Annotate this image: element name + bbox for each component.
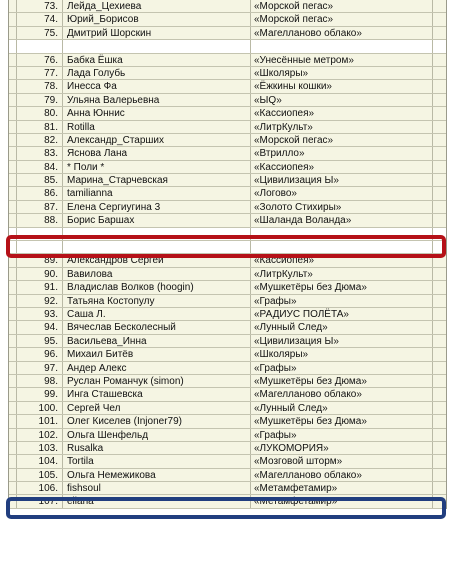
row-edge-cell — [9, 415, 17, 427]
team-name: «Лунный След» — [251, 402, 433, 414]
row-tail-cell — [433, 147, 446, 159]
team-name: «Магелланово облако» — [251, 27, 433, 39]
row-number — [17, 40, 63, 52]
table-row — [9, 174, 446, 187]
row-edge-cell — [9, 268, 17, 280]
team-name: «Магелланово облако» — [251, 469, 433, 481]
team-name: «Морской пегас» — [251, 134, 433, 146]
table-row — [9, 107, 446, 120]
row-edge-cell — [9, 161, 17, 173]
team-name: «Мушкетёры без Дюма» — [251, 375, 433, 387]
team-name: «ЛУКОМОРИЯ» — [251, 442, 433, 454]
row-tail-cell — [433, 54, 446, 66]
team-name: «Мозговой шторм» — [251, 455, 433, 467]
row-edge-cell — [9, 54, 17, 66]
row-number: 91. — [17, 281, 63, 293]
table-row — [9, 388, 446, 401]
team-name: «Графы» — [251, 429, 433, 441]
participant-name: Михаил Битёв — [63, 348, 251, 360]
row-edge-cell — [9, 482, 17, 494]
row-tail-cell — [433, 429, 446, 441]
team-name: «Цивилизация Ы» — [251, 174, 433, 186]
row-edge-cell — [9, 134, 17, 146]
row-edge-cell — [9, 174, 17, 186]
participant-name: Руслан Романчук (simon) — [63, 375, 251, 387]
table-row — [9, 54, 446, 67]
row-number: 83. — [17, 147, 63, 159]
row-tail-cell — [433, 107, 446, 119]
team-name: «Метамфетамир» — [251, 495, 433, 507]
row-number: 93. — [17, 308, 63, 320]
team-name: «Метамфетамир» — [251, 482, 433, 494]
row-edge-cell — [9, 442, 17, 454]
row-number: 95. — [17, 335, 63, 347]
table-row — [9, 429, 446, 442]
team-name: «Лунный След» — [251, 321, 433, 333]
row-tail-cell — [433, 268, 446, 280]
row-number: 100. — [17, 402, 63, 414]
participant-name: Борис Баршах — [63, 214, 251, 226]
table-row — [9, 13, 446, 26]
row-edge-cell — [9, 80, 17, 92]
row-edge-cell — [9, 121, 17, 133]
participant-name: ellana — [63, 495, 251, 507]
team-name: «Логово» — [251, 187, 433, 199]
row-number: 73. — [17, 0, 63, 12]
participant-name: Андер Алекс — [63, 362, 251, 374]
row-edge-cell — [9, 308, 17, 320]
row-edge-cell — [9, 295, 17, 307]
row-number: 105. — [17, 469, 63, 481]
row-tail-cell — [433, 0, 446, 12]
row-tail-cell — [433, 308, 446, 320]
table-row — [9, 415, 446, 428]
table-row — [9, 27, 446, 40]
table-row — [9, 201, 446, 214]
row-tail-cell — [433, 455, 446, 467]
row-number: 74. — [17, 13, 63, 25]
table-row — [9, 134, 446, 147]
team-name: «Унесённые метром» — [251, 54, 433, 66]
row-tail-cell — [433, 161, 446, 173]
participant-name: Ольга Немежикова — [63, 469, 251, 481]
participant-name: Александр_Старших — [63, 134, 251, 146]
row-number: 88. — [17, 214, 63, 226]
table-row — [9, 442, 446, 455]
row-tail-cell — [433, 94, 446, 106]
table-row — [9, 402, 446, 415]
table-row — [9, 80, 446, 93]
team-name — [251, 40, 433, 52]
row-number: 78. — [17, 80, 63, 92]
row-tail-cell — [433, 134, 446, 146]
team-name: «ЛитрКульт» — [251, 121, 433, 133]
table-row — [9, 0, 446, 13]
row-edge-cell — [9, 388, 17, 400]
team-name: «Кассиопея» — [251, 254, 433, 266]
row-edge-cell — [9, 455, 17, 467]
red-highlight-box — [6, 235, 446, 258]
team-name: «Морской пегас» — [251, 0, 433, 12]
row-edge-cell — [9, 362, 17, 374]
row-number: 107. — [17, 495, 63, 507]
row-number: 98. — [17, 375, 63, 387]
row-edge-cell — [9, 348, 17, 360]
team-name: «РАДИУС ПОЛЁТА» — [251, 308, 433, 320]
row-tail-cell — [433, 40, 446, 52]
team-name: «Кассиопея» — [251, 161, 433, 173]
table-row — [9, 362, 446, 375]
row-edge-cell — [9, 0, 17, 12]
row-edge-cell — [9, 67, 17, 79]
table-row — [9, 214, 446, 227]
participant-name: Юрий_Борисов — [63, 13, 251, 25]
row-tail-cell — [433, 442, 446, 454]
row-number: 101. — [17, 415, 63, 427]
row-number: 92. — [17, 295, 63, 307]
table-row — [9, 335, 446, 348]
row-edge-cell — [9, 281, 17, 293]
team-name: «Мушкетёры без Дюма» — [251, 281, 433, 293]
team-name: «Втрилло» — [251, 147, 433, 159]
row-edge-cell — [9, 214, 17, 226]
row-tail-cell — [433, 214, 446, 226]
participant-name: Ульяна Валерьевна — [63, 94, 251, 106]
participant-name: Марина_Старчевская — [63, 174, 251, 186]
row-tail-cell — [433, 348, 446, 360]
participant-name: Яснова Лана — [63, 147, 251, 159]
row-tail-cell — [433, 187, 446, 199]
participant-name: Олег Киселев (Injoner79) — [63, 415, 251, 427]
row-tail-cell — [433, 27, 446, 39]
row-tail-cell — [433, 362, 446, 374]
participant-name: Анна Юннис — [63, 107, 251, 119]
table-row — [9, 94, 446, 107]
row-tail-cell — [433, 80, 446, 92]
row-tail-cell — [433, 335, 446, 347]
table-row — [9, 455, 446, 468]
team-name: «Мушкетёры без Дюма» — [251, 415, 433, 427]
row-number: 104. — [17, 455, 63, 467]
team-name: «Кассиопея» — [251, 107, 433, 119]
row-number: 79. — [17, 94, 63, 106]
table-row — [9, 161, 446, 174]
blue-highlight-box — [6, 497, 446, 519]
row-tail-cell — [433, 121, 446, 133]
row-edge-cell — [9, 201, 17, 213]
team-name: «Магелланово облако» — [251, 388, 433, 400]
table-row — [9, 375, 446, 388]
row-edge-cell — [9, 321, 17, 333]
participant-name: Вячеслав Бесколесный — [63, 321, 251, 333]
table-row — [9, 67, 446, 80]
participant-name: Лейда_Цехиева — [63, 0, 251, 12]
table-row — [9, 482, 446, 495]
row-number: 84. — [17, 161, 63, 173]
row-tail-cell — [433, 13, 446, 25]
table-row — [9, 147, 446, 160]
row-tail-cell — [433, 174, 446, 186]
row-number: 82. — [17, 134, 63, 146]
row-edge-cell — [9, 402, 17, 414]
row-number: 77. — [17, 67, 63, 79]
team-name: «ЛитрКульт» — [251, 268, 433, 280]
participant-name: Ольга Шенфельд — [63, 429, 251, 441]
row-tail-cell — [433, 469, 446, 481]
participant-name: Татьяна Костопулу — [63, 295, 251, 307]
row-tail-cell — [433, 281, 446, 293]
row-number: 81. — [17, 121, 63, 133]
row-tail-cell — [433, 295, 446, 307]
row-number: 106. — [17, 482, 63, 494]
participant-name: Саша Л. — [63, 308, 251, 320]
row-number: 75. — [17, 27, 63, 39]
row-tail-cell — [433, 67, 446, 79]
participant-name: Rotilla — [63, 121, 251, 133]
participant-name: Александров Сергей — [63, 254, 251, 266]
row-number: 80. — [17, 107, 63, 119]
row-tail-cell — [433, 201, 446, 213]
participant-name: Вавилова — [63, 268, 251, 280]
participant-name: Сергей Чел — [63, 402, 251, 414]
table-row — [9, 121, 446, 134]
row-edge-cell — [9, 469, 17, 481]
team-name: «Графы» — [251, 362, 433, 374]
row-number: 76. — [17, 54, 63, 66]
team-name: «Шаланда Воланда» — [251, 214, 433, 226]
team-name: «Золото Стихиры» — [251, 201, 433, 213]
row-tail-cell — [433, 375, 446, 387]
row-number: 102. — [17, 429, 63, 441]
table-row — [9, 348, 446, 361]
participant-name: Дмитрий Шорскин — [63, 27, 251, 39]
row-edge-cell — [9, 147, 17, 159]
table-row — [9, 268, 446, 281]
row-edge-cell — [9, 429, 17, 441]
row-edge-cell — [9, 375, 17, 387]
row-edge-cell — [9, 13, 17, 25]
row-edge-cell — [9, 27, 17, 39]
table-row — [9, 187, 446, 200]
row-tail-cell — [433, 415, 446, 427]
row-tail-cell — [433, 321, 446, 333]
row-number: 99. — [17, 388, 63, 400]
table-row — [9, 469, 446, 482]
row-edge-cell — [9, 335, 17, 347]
team-name: «Цивилизация Ы» — [251, 335, 433, 347]
participant-name: fishsoul — [63, 482, 251, 494]
row-number: 90. — [17, 268, 63, 280]
participant-name: Инга Сташевска — [63, 388, 251, 400]
participant-name: Владислав Волков (hoogin) — [63, 281, 251, 293]
row-tail-cell — [433, 482, 446, 494]
row-edge-cell — [9, 40, 17, 52]
row-tail-cell — [433, 402, 446, 414]
row-edge-cell — [9, 187, 17, 199]
row-edge-cell — [9, 107, 17, 119]
team-name: «Морской пегас» — [251, 13, 433, 25]
row-number: 103. — [17, 442, 63, 454]
participant-name: Васильева_Инна — [63, 335, 251, 347]
participant-name: Елена Сергиугина 3 — [63, 201, 251, 213]
row-number: 89. — [17, 254, 63, 266]
row-number: 94. — [17, 321, 63, 333]
team-name: «Графы» — [251, 295, 433, 307]
spacer-row — [9, 40, 446, 53]
row-number: 85. — [17, 174, 63, 186]
team-name: «Школяры» — [251, 67, 433, 79]
row-tail-cell — [433, 388, 446, 400]
team-name: «Ёжкины кошки» — [251, 80, 433, 92]
participant-name: Инесса Фа — [63, 80, 251, 92]
row-number: 87. — [17, 201, 63, 213]
table-row — [9, 295, 446, 308]
row-number: 96. — [17, 348, 63, 360]
participant-name — [63, 40, 251, 52]
participant-name: tamilianna — [63, 187, 251, 199]
participant-name: Tortila — [63, 455, 251, 467]
row-edge-cell — [9, 94, 17, 106]
row-number: 86. — [17, 187, 63, 199]
team-name: «Школяры» — [251, 348, 433, 360]
participant-name: * Поли * — [63, 161, 251, 173]
participant-name: Лада Голубь — [63, 67, 251, 79]
participant-name: Бабка Ёшка — [63, 54, 251, 66]
table-row — [9, 308, 446, 321]
team-name: «ЫQ» — [251, 94, 433, 106]
participant-name: Rusalka — [63, 442, 251, 454]
row-number: 97. — [17, 362, 63, 374]
table-row — [9, 281, 446, 294]
table-row — [9, 321, 446, 334]
